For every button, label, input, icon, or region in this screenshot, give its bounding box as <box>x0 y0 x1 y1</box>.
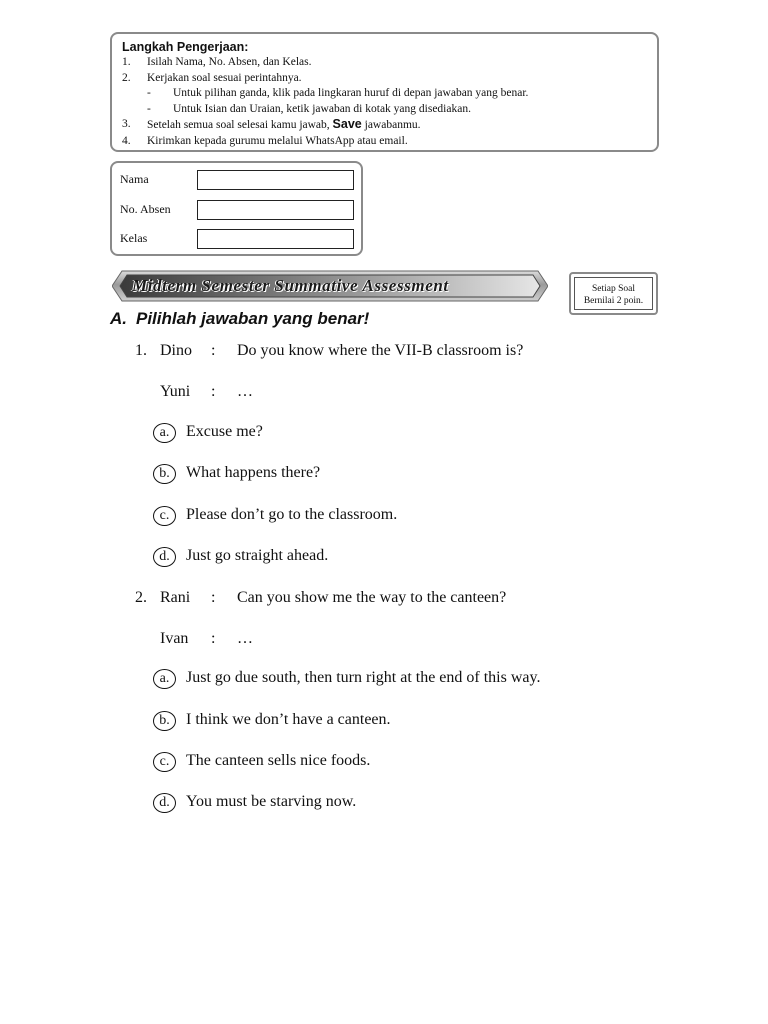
section-letter: A. <box>110 309 127 328</box>
save-keyword: Save <box>332 117 362 131</box>
score-note-line2: Bernilai 2 poin. <box>583 296 644 306</box>
option-text: You must be starving now. <box>186 793 357 810</box>
name-label: Nama <box>120 172 149 186</box>
step-text: Untuk pilihan ganda, klik pada lingkaran huruf di depan jawaban yang benar. <box>173 87 529 99</box>
score-note-box <box>569 272 658 315</box>
option-circle-b[interactable]: b. <box>153 464 176 484</box>
dialog-text: Do you know where the VII-B classroom is? <box>237 342 524 359</box>
option-text: The canteen sells nice foods. <box>186 752 371 769</box>
step-text: Kirimkan kepada gurumu melalui WhatsApp atau email. <box>147 134 408 147</box>
step-text-before: Setelah semua soal selesai kamu jawab, <box>147 119 333 131</box>
step-number: 4. <box>122 134 131 147</box>
speaker-name: Rani <box>160 589 191 606</box>
name-input[interactable] <box>197 170 354 190</box>
option-text: Just go due south, then turn right at the end of this way. <box>186 669 541 686</box>
dialog-text: Can you show me the way to the canteen? <box>237 589 507 606</box>
section-title <box>110 309 369 329</box>
option-circle-c[interactable]: c. <box>153 506 176 526</box>
dialog-text: … <box>237 383 253 400</box>
instruction-step <box>122 117 647 134</box>
instruction-step <box>122 55 647 71</box>
step-bullet: - <box>147 87 151 99</box>
kelas-label: Kelas <box>120 231 148 245</box>
speaker-name: Ivan <box>160 630 189 647</box>
absen-label: No. Absen <box>120 202 171 216</box>
colon: : <box>211 383 216 400</box>
option-circle-d[interactable]: d. <box>153 793 176 813</box>
banner-title: Midterm Semester Summative Assessment <box>132 276 449 295</box>
colon: : <box>211 342 216 359</box>
colon: : <box>211 589 216 606</box>
question-number: 1. <box>135 342 147 359</box>
section-heading: Pilihlah jawaban yang benar! <box>136 309 370 328</box>
instruction-substep <box>122 102 647 118</box>
option-text: I think we don’t have a canteen. <box>186 711 391 728</box>
option-circle-d[interactable]: d. <box>153 547 176 567</box>
step-text: Isilah Nama, No. Absen, dan Kelas. <box>147 56 312 68</box>
step-text <box>147 117 421 134</box>
score-note-line1: Setiap Soal <box>591 284 635 294</box>
option-text: Please don’t go to the classroom. <box>186 506 398 523</box>
colon: : <box>211 630 216 647</box>
option-text: What happens there? <box>186 464 321 481</box>
identity-box <box>110 161 363 256</box>
instruction-step <box>122 134 647 150</box>
option-circle-b[interactable]: b. <box>153 711 176 731</box>
instruction-step <box>122 71 647 87</box>
absen-input[interactable] <box>197 200 354 220</box>
instruction-substep <box>122 86 647 102</box>
instructions-title: Langkah Pengerjaan: <box>122 40 249 54</box>
option-circle-a[interactable]: a. <box>153 669 176 689</box>
step-text: Untuk Isian dan Uraian, ketik jawaban di kotak yang disediakan. <box>173 102 471 115</box>
step-number: 2. <box>122 71 131 84</box>
step-number: 1. <box>122 56 131 68</box>
speaker-name: Dino <box>160 342 192 359</box>
option-circle-a[interactable]: a. <box>153 423 176 443</box>
score-note-inner <box>574 277 653 310</box>
step-text-after: jawabanmu. <box>361 119 421 131</box>
assessment-banner <box>112 270 548 302</box>
option-text: Just go straight ahead. <box>186 547 329 564</box>
instructions-box <box>110 32 659 152</box>
step-bullet: - <box>147 102 151 115</box>
step-text: Kerjakan soal sesuai perintahnya. <box>147 71 302 84</box>
dialog-text: … <box>237 630 253 647</box>
step-number: 3. <box>122 118 131 130</box>
option-text: Excuse me? <box>186 423 263 440</box>
speaker-name: Yuni <box>160 383 191 400</box>
option-circle-c[interactable]: c. <box>153 752 176 772</box>
kelas-input[interactable] <box>197 229 354 249</box>
question-number: 2. <box>135 589 147 606</box>
